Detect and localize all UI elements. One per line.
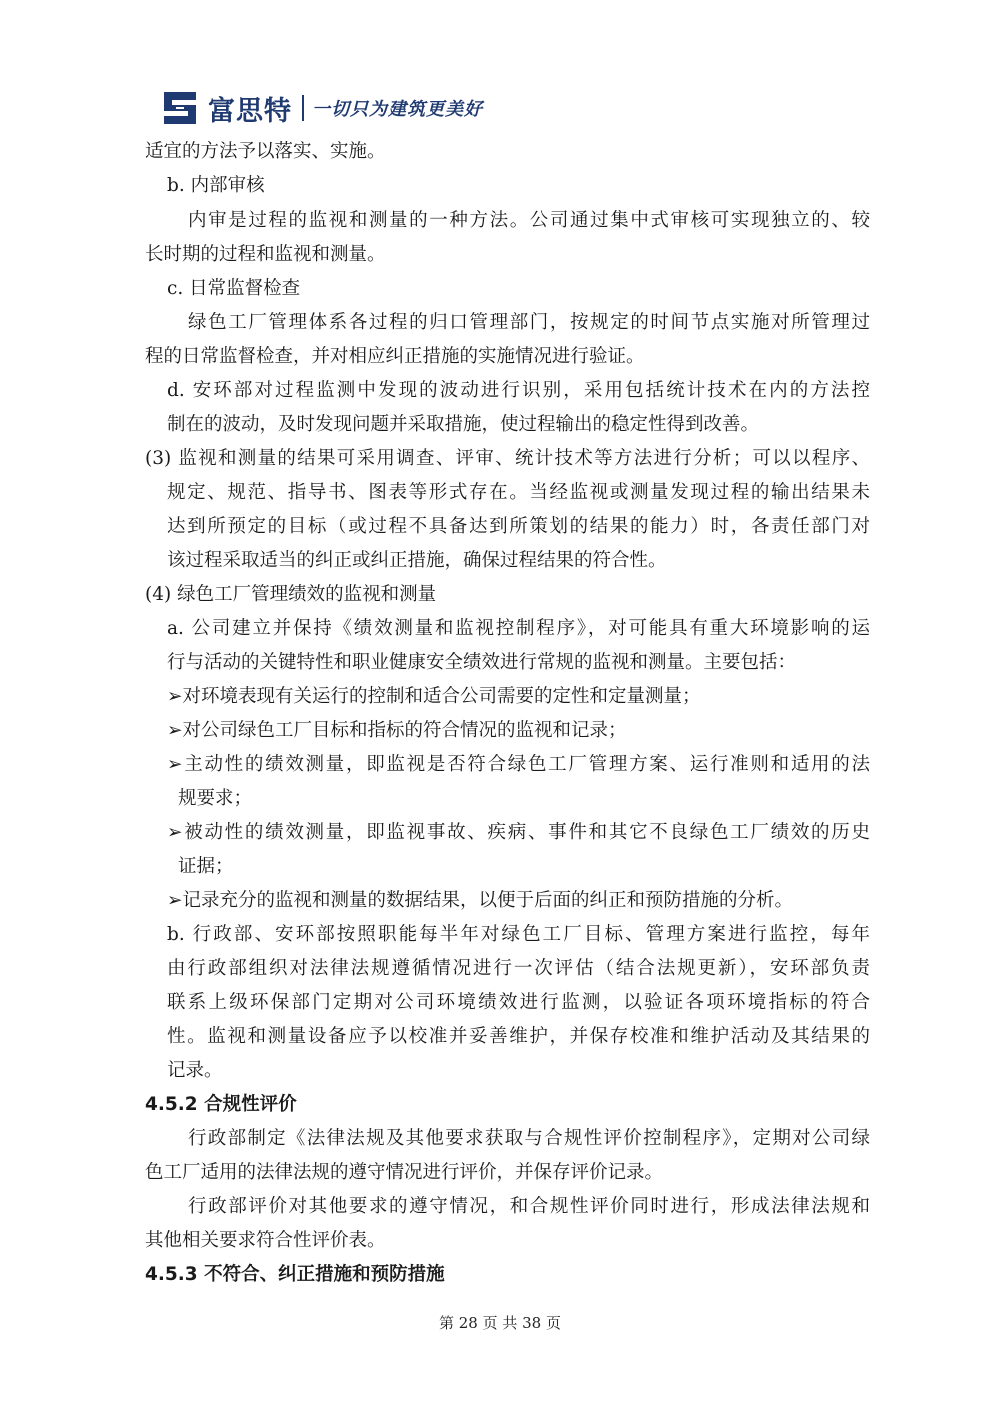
text-line: 联系上级环保部门定期对公司环境绩效进行监测，以验证各项环境指标的符合 — [167, 992, 870, 1013]
text-line: 记录。 — [167, 1060, 223, 1081]
company-logo-icon — [160, 88, 200, 128]
text-line: 适宜的方法予以落实、实施。 — [145, 141, 386, 162]
brand-slogan: 一切只为建筑更美好 — [312, 99, 483, 120]
text-line: 由行政部组织对法律法规遵循情况进行一次评估（结合法规更新），安环部负责 — [167, 958, 870, 979]
text-line: 行政部评价对其他要求的遵守情况，和合规性评价同时进行，形成法律法规和 — [188, 1196, 870, 1217]
text-line: 长时期的过程和监视和测量。 — [145, 244, 386, 265]
text-line: 行与活动的关键特性和职业健康安全绩效进行常规的监视和测量。主要包括： — [167, 652, 797, 673]
text-line: a. 公司建立并保持《绩效测量和监视控制程序》，对可能具有重大环境影响的运 — [167, 618, 870, 639]
text-line: 达到所预定的目标（或过程不具备达到所策划的结果的能力）时，各责任部门对 — [167, 516, 870, 537]
text-line: 性。监视和测量设备应予以校准并妥善维护，并保存校准和维护活动及其结果的 — [167, 1026, 870, 1047]
text-line: b. 内部审核 — [167, 175, 265, 196]
text-line: 制在的波动，及时发现问题并采取措施，使过程输出的稳定性得到改善。 — [167, 414, 760, 435]
text-line: 规定、规范、指导书、图表等形式存在。当经监视或测量发现过程的输出结果未 — [167, 482, 870, 503]
text-line: 该过程采取适当的纠正或纠正措施，确保过程结果的符合性。 — [167, 550, 667, 571]
text-line: ➢记录充分的监视和测量的数据结果，以便于后面的纠正和预防措施的分析。 — [167, 890, 794, 911]
text-line: 规要求； — [178, 788, 253, 809]
text-line: d. 安环部对过程监测中发现的波动进行识别，采用包括统计技术在内的方法控 — [167, 380, 870, 401]
text-line: 内审是过程的监视和测量的一种方法。公司通过集中式审核可实现独立的、较 — [188, 210, 870, 231]
text-line: 证据； — [178, 856, 234, 877]
text-line: 行政部制定《法律法规及其他要求获取与合规性评价控制程序》，定期对公司绿 — [188, 1128, 870, 1149]
text-line: ➢对环境表现有关运行的控制和适合公司需要的定性和定量测量； — [167, 686, 701, 707]
text-line: (4) 绿色工厂管理绩效的监视和测量 — [145, 584, 437, 605]
text-line: c. 日常监督检查 — [167, 278, 301, 299]
text-line: 绿色工厂管理体系各过程的归口管理部门，按规定的时间节点实施对所管理过 — [188, 312, 870, 333]
text-line: 程的日常监督检查，并对相应纠正措施的实施情况进行验证。 — [145, 346, 645, 367]
text-line: (3) 监视和测量的结果可采用调查、评审、统计技术等方法进行分析；可以以程序、 — [145, 448, 870, 469]
header-divider — [302, 95, 304, 121]
text-line: b. 行政部、安环部按照职能每半年对绿色工厂目标、管理方案进行监控，每年 — [167, 924, 870, 945]
page-number: 第 28 页 共 38 页 — [438, 1314, 561, 1332]
text-line: 其他相关要求符合性评价表。 — [145, 1230, 386, 1251]
section-heading: 4.5.3 不符合、纠正措施和预防措施 — [145, 1264, 445, 1285]
page-header — [160, 84, 483, 132]
text-line: ➢主动性的绩效测量，即监视是否符合绿色工厂管理方案、运行准则和适用的法 — [167, 754, 870, 775]
text-line: 色工厂适用的法律法规的遵守情况进行评价，并保存评价记录。 — [145, 1162, 664, 1183]
text-line: ➢对公司绿色工厂目标和指标的符合情况的监视和记录； — [167, 720, 627, 741]
brand-name: 富思特 — [208, 95, 292, 127]
section-heading: 4.5.2 合规性评价 — [145, 1094, 297, 1115]
text-line: ➢被动性的绩效测量，即监视事故、疾病、事件和其它不良绿色工厂绩效的历史 — [167, 822, 870, 843]
